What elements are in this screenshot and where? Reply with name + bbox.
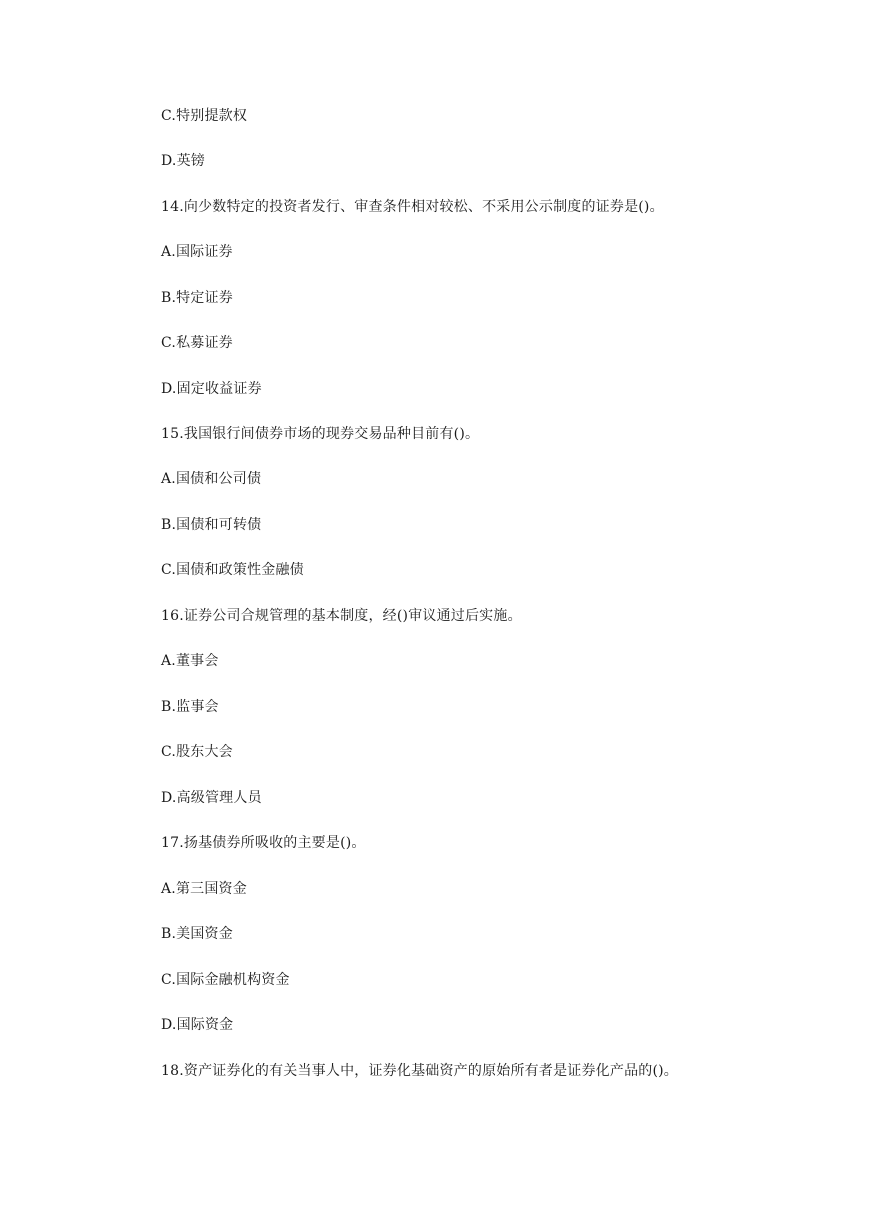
question-line: 14.向少数特定的投资者发行、审查条件相对较松、不采用公示制度的证券是()。 [161, 199, 664, 215]
option-line: C.国际金融机构资金 [161, 972, 290, 988]
option-line: A.国际证券 [161, 244, 233, 260]
option-line: D.英镑 [161, 153, 205, 169]
option-line: A.国债和公司债 [161, 471, 262, 487]
question-line: 18.资产证券化的有关当事人中，证券化基础资产的原始所有者是证券化产品的()。 [161, 1063, 678, 1079]
question-line: 16.证券公司合规管理的基本制度，经()审议通过后实施。 [161, 608, 522, 624]
question-line: 15.我国银行间债券市场的现券交易品种目前有()。 [161, 426, 480, 442]
option-line: D.固定收益证券 [161, 381, 262, 397]
option-line: A.董事会 [161, 653, 219, 669]
option-line: C.国债和政策性金融债 [161, 562, 304, 578]
question-line: 17.扬基债券所吸收的主要是()。 [161, 835, 366, 851]
option-line: C.股东大会 [161, 744, 233, 760]
option-line: A.第三国资金 [161, 881, 247, 897]
option-line: B.特定证券 [161, 290, 233, 306]
option-line: D.高级管理人员 [161, 790, 262, 806]
option-line: C.私募证券 [161, 335, 233, 351]
option-line: B.美国资金 [161, 926, 233, 942]
option-line: B.国债和可转债 [161, 517, 262, 533]
option-line: C.特别提款权 [161, 108, 248, 124]
option-line: B.监事会 [161, 699, 219, 715]
option-line: D.国际资金 [161, 1017, 234, 1033]
